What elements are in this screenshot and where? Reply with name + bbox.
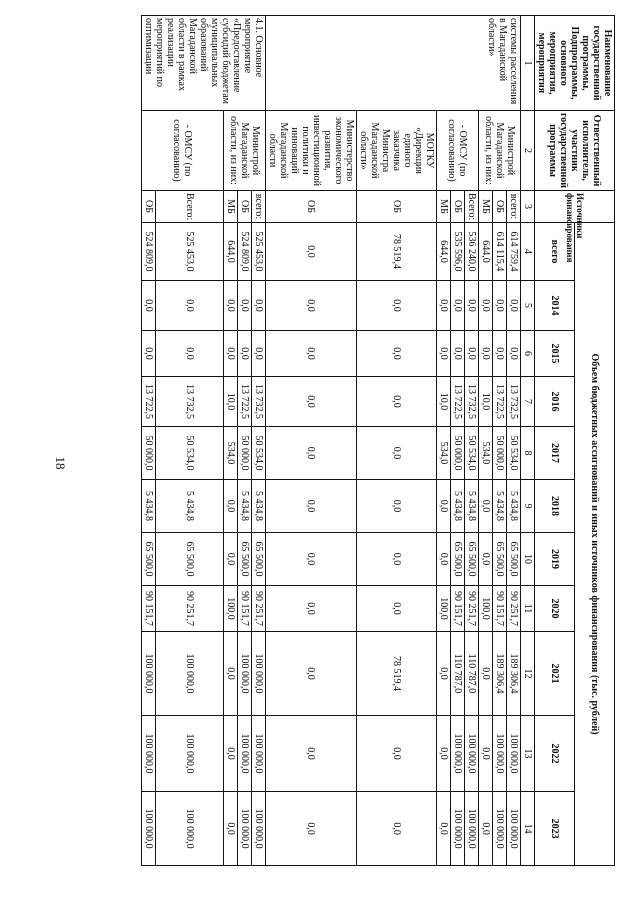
value-cell: 525 453,0 [252, 223, 266, 281]
value-cell: 0,0 [224, 480, 238, 533]
value-cell: 535 596,0 [451, 223, 465, 281]
table-row [156, 16, 224, 866]
value-cell: 100 000,0 [238, 716, 252, 792]
column-number: 6 [521, 331, 535, 377]
header-executor: Ответственный исполнитель, участник государственной программы [535, 111, 615, 191]
table-row [357, 16, 437, 866]
executor-cell: Министрой Магаданской области, из них: [479, 111, 521, 191]
value-cell: 0,0 [465, 331, 479, 377]
value-cell: 525 453,0 [156, 223, 224, 281]
value-cell: 13 732,5 [252, 377, 266, 427]
value-cell: 0,0 [266, 792, 357, 866]
value-cell: 110 787,0 [465, 632, 479, 716]
value-cell: 0,0 [224, 331, 238, 377]
value-cell: 13 732,5 [507, 377, 521, 427]
table-row [507, 16, 521, 866]
value-cell: 0,0 [437, 480, 451, 533]
program-name-cell: системы расселения в Магаданской области» [266, 16, 521, 111]
value-cell: 90 151,7 [238, 586, 252, 632]
header-year: всего [535, 223, 575, 281]
value-cell: 644,0 [479, 223, 493, 281]
value-cell: 100,0 [479, 586, 493, 632]
value-cell: 534,0 [437, 427, 451, 480]
value-cell: 0,0 [224, 533, 238, 586]
table-row [252, 16, 266, 866]
value-cell: 100 000,0 [142, 792, 156, 866]
value-cell: 0,0 [479, 792, 493, 866]
value-cell: 0,0 [266, 223, 357, 281]
value-cell: 50 000,0 [451, 427, 465, 480]
value-cell: 0,0 [266, 480, 357, 533]
value-cell: 0,0 [479, 716, 493, 792]
source-cell: всего: [507, 191, 521, 223]
value-cell: 534,0 [479, 427, 493, 480]
header-year: 2016 [535, 377, 575, 427]
header-year: 2015 [535, 331, 575, 377]
value-cell: 5 434,8 [493, 480, 507, 533]
value-cell: 189 306,4 [507, 632, 521, 716]
value-cell: 0,0 [451, 281, 465, 331]
source-cell: ОБ [266, 191, 357, 223]
value-cell: 0,0 [142, 331, 156, 377]
value-cell: 0,0 [507, 331, 521, 377]
value-cell: 65 500,0 [238, 533, 252, 586]
value-cell: 110 787,0 [451, 632, 465, 716]
value-cell: 0,0 [479, 331, 493, 377]
value-cell: 0,0 [507, 281, 521, 331]
value-cell: 534,0 [224, 427, 238, 480]
value-cell: 100 000,0 [493, 716, 507, 792]
value-cell: 524 809,0 [238, 223, 252, 281]
header-year: 2022 [535, 716, 575, 792]
value-cell: 0,0 [465, 281, 479, 331]
value-cell: 536 240,0 [465, 223, 479, 281]
value-cell: 0,0 [437, 716, 451, 792]
column-number: 11 [521, 586, 535, 632]
value-cell: 100,0 [437, 586, 451, 632]
header-year: 2021 [535, 632, 575, 716]
column-number: 9 [521, 480, 535, 533]
source-cell: МБ [437, 191, 451, 223]
header-year: 2017 [535, 427, 575, 480]
value-cell: 0,0 [357, 716, 437, 792]
header-year: 2023 [535, 792, 575, 866]
value-cell: 0,0 [357, 533, 437, 586]
column-number: 13 [521, 716, 535, 792]
value-cell: 78 519,4 [357, 632, 437, 716]
value-cell: 100 000,0 [465, 792, 479, 866]
value-cell: 0,0 [357, 331, 437, 377]
value-cell: 0,0 [238, 281, 252, 331]
value-cell: 100 000,0 [451, 792, 465, 866]
value-cell: 614 759,4 [507, 223, 521, 281]
column-number: 4 [521, 223, 535, 281]
value-cell: 0,0 [357, 427, 437, 480]
column-number: 14 [521, 792, 535, 866]
value-cell: 644,0 [224, 223, 238, 281]
source-cell: ОБ [451, 191, 465, 223]
header-name: Наименование государственной программы, Подпрограммы, основного мероприятия, мероприятия [535, 16, 615, 111]
value-cell: 0,0 [252, 331, 266, 377]
value-cell: 65 500,0 [156, 533, 224, 586]
value-cell: 0,0 [437, 331, 451, 377]
source-cell: МБ [224, 191, 238, 223]
value-cell: 65 500,0 [451, 533, 465, 586]
value-cell: 100,0 [224, 586, 238, 632]
value-cell: 13 722,5 [493, 377, 507, 427]
source-cell: ОБ [142, 191, 156, 223]
value-cell: 0,0 [266, 716, 357, 792]
column-number: 12 [521, 632, 535, 716]
value-cell: 524 809,0 [142, 223, 156, 281]
value-cell: 5 434,8 [238, 480, 252, 533]
value-cell: 0,0 [266, 632, 357, 716]
value-cell: 100 000,0 [238, 632, 252, 716]
executor-cell: Министерство экономического развития, инвестиционной политики и инноваций Магаданской области [266, 111, 357, 191]
value-cell: 50 534,0 [156, 427, 224, 480]
column-number: 10 [521, 533, 535, 586]
value-cell: 0,0 [437, 632, 451, 716]
value-cell: 13 732,5 [156, 377, 224, 427]
value-cell: 0,0 [142, 281, 156, 331]
value-cell: 0,0 [252, 281, 266, 331]
table-row [266, 16, 357, 866]
executor-cell: - ОМСУ (по согласованию) [437, 111, 479, 191]
value-cell: 5 434,8 [252, 480, 266, 533]
source-cell: ОБ [238, 191, 252, 223]
value-cell: 0,0 [437, 792, 451, 866]
value-cell: 50 534,0 [465, 427, 479, 480]
value-cell: 0,0 [357, 377, 437, 427]
value-cell: 0,0 [357, 480, 437, 533]
value-cell: 0,0 [493, 281, 507, 331]
page-number: 18 [53, 456, 68, 470]
column-number: 1 [521, 16, 535, 111]
value-cell: 78 519,4 [357, 223, 437, 281]
value-cell: 100 000,0 [507, 792, 521, 866]
source-cell: всего: [252, 191, 266, 223]
value-cell: 100 000,0 [142, 716, 156, 792]
value-cell: 0,0 [357, 281, 437, 331]
value-cell: 0,0 [479, 533, 493, 586]
value-cell: 65 500,0 [142, 533, 156, 586]
value-cell: 65 500,0 [507, 533, 521, 586]
value-cell: 10,0 [479, 377, 493, 427]
value-cell: 50 534,0 [507, 427, 521, 480]
value-cell: 0,0 [493, 331, 507, 377]
value-cell: 0,0 [224, 792, 238, 866]
value-cell: 100 000,0 [465, 716, 479, 792]
value-cell: 100 000,0 [238, 792, 252, 866]
value-cell: 0,0 [266, 586, 357, 632]
value-cell: 90 251,7 [252, 586, 266, 632]
value-cell: 0,0 [156, 331, 224, 377]
value-cell: 100 000,0 [156, 632, 224, 716]
value-cell: 0,0 [224, 632, 238, 716]
header-year: 2018 [535, 480, 575, 533]
value-cell: 50 534,0 [252, 427, 266, 480]
value-cell: 189 306,4 [493, 632, 507, 716]
value-cell: 5 434,8 [465, 480, 479, 533]
value-cell: 10,0 [437, 377, 451, 427]
source-cell: ОБ [357, 191, 437, 223]
value-cell: 13 732,5 [465, 377, 479, 427]
value-cell: 90 151,7 [451, 586, 465, 632]
column-number: 3 [521, 191, 535, 223]
program-name-cell: 4.1. Основное мероприятие «Предоставление субсидий бюджетам муниципальных образований Магаданской области в рамках реализации мероприятий по оптимизации [142, 16, 266, 111]
budget-table [141, 15, 615, 866]
value-cell: 100 000,0 [156, 716, 224, 792]
value-cell: 65 500,0 [493, 533, 507, 586]
value-cell: 100 000,0 [156, 792, 224, 866]
value-cell: 0,0 [479, 632, 493, 716]
value-cell: 0,0 [266, 533, 357, 586]
column-number: 7 [521, 377, 535, 427]
value-cell: 644,0 [437, 223, 451, 281]
value-cell: 10,0 [224, 377, 238, 427]
value-cell: 5 434,8 [451, 480, 465, 533]
header-year: 2020 [535, 586, 575, 632]
column-number: 8 [521, 427, 535, 480]
value-cell: 65 500,0 [252, 533, 266, 586]
value-cell: 0,0 [224, 716, 238, 792]
value-cell: 0,0 [451, 331, 465, 377]
rotated-table-container [55, 15, 615, 865]
value-cell: 100 000,0 [252, 632, 266, 716]
value-cell: 614 115,4 [493, 223, 507, 281]
value-cell: 0,0 [437, 533, 451, 586]
value-cell: 0,0 [479, 281, 493, 331]
value-cell: 100 000,0 [142, 632, 156, 716]
value-cell: 0,0 [357, 586, 437, 632]
value-cell: 0,0 [224, 281, 238, 331]
value-cell: 0,0 [156, 281, 224, 331]
value-cell: 0,0 [357, 792, 437, 866]
value-cell: 0,0 [266, 427, 357, 480]
value-cell: 0,0 [437, 281, 451, 331]
source-cell: Всего: [465, 191, 479, 223]
header-funding-group: Объем бюджетных ассигнований и иных источников финансирования (тыс. рублей) [575, 223, 615, 866]
value-cell: 5 434,8 [142, 480, 156, 533]
value-cell: 13 722,5 [142, 377, 156, 427]
source-cell: МБ [479, 191, 493, 223]
value-cell: 90 251,7 [156, 586, 224, 632]
value-cell: 5 434,8 [507, 480, 521, 533]
value-cell: 0,0 [238, 331, 252, 377]
executor-cell: МОГКУ «Дирекция единого заказчика Министра Магаданской области» [357, 111, 437, 191]
table-body [142, 16, 521, 866]
value-cell: 100 000,0 [493, 792, 507, 866]
value-cell: 0,0 [266, 377, 357, 427]
value-cell: 0,0 [266, 281, 357, 331]
header-year: 2014 [535, 281, 575, 331]
value-cell: 0,0 [266, 331, 357, 377]
value-cell: 90 251,7 [465, 586, 479, 632]
header-column-numbers-row [521, 16, 535, 866]
value-cell: 100 000,0 [451, 716, 465, 792]
header-source: Источники финансирования [535, 191, 615, 223]
column-number: 2 [521, 111, 535, 191]
value-cell: 13 722,5 [451, 377, 465, 427]
value-cell: 50 000,0 [238, 427, 252, 480]
value-cell: 100 000,0 [252, 716, 266, 792]
column-number: 5 [521, 281, 535, 331]
value-cell: 100 000,0 [507, 716, 521, 792]
value-cell: 0,0 [479, 480, 493, 533]
value-cell: 100 000,0 [252, 792, 266, 866]
source-cell: ОБ [493, 191, 507, 223]
value-cell: 65 500,0 [465, 533, 479, 586]
source-cell: Всего: [156, 191, 224, 223]
value-cell: 50 000,0 [493, 427, 507, 480]
value-cell: 50 000,0 [142, 427, 156, 480]
header-year: 2019 [535, 533, 575, 586]
value-cell: 13 722,5 [238, 377, 252, 427]
executor-cell: - ОМСУ (по согласованию) [142, 111, 224, 191]
value-cell: 90 151,7 [142, 586, 156, 632]
value-cell: 90 151,7 [493, 586, 507, 632]
table-row [465, 16, 479, 866]
executor-cell: Министрой Магаданской области, из них: [224, 111, 266, 191]
value-cell: 90 251,7 [507, 586, 521, 632]
value-cell: 5 434,8 [156, 480, 224, 533]
